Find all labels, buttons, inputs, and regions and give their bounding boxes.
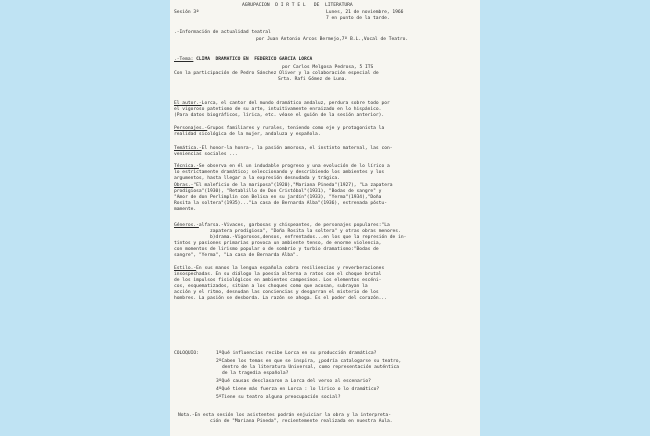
text-line: argumentos, hasta llegar a la expresión desnudada y trágica.: [174, 176, 340, 181]
text-line: tintos y pasiones primarias provoca un ambiente tenso, de enorme violencia,: [174, 241, 382, 246]
doc-title: AGRUPACION D I R T E L DE LITERATURA: [242, 3, 353, 8]
section-tecnica: [174, 164, 390, 170]
coloquio-question: dentro de la literatura Universal, como representación auténtica: [222, 365, 400, 370]
section-label: Temática.-: [174, 146, 202, 151]
text-line: Rosita la soltera"(1935)..."La casa de Bernarda Alba"(1936), estrenada póstu-: [174, 201, 387, 206]
coloquio-question: 2ºCaben los temas en que se inspira, ¿podría catalogarse su teatro,: [216, 359, 402, 364]
coloquio-question: 3ºQué causas desclasaron a Lorca del verso al escenario?: [216, 379, 371, 384]
text-line: prodigiosa"(1930), "Retablillo de Don Cristóbal"(1931), "Bodas de sangre" y: [174, 189, 382, 194]
info-author: por Juan Antonio Arcos Bermejo,7º B.L.,Vocal de Teatro.: [256, 37, 409, 42]
document-page: [170, 0, 480, 436]
text-line: "Amor de don Perlimplín con Belisa en su jardín"(1933), "Yerma"(1934),"Doña: [174, 195, 382, 200]
info-line: .-Información de actualidad teatral: [174, 30, 271, 35]
text-line: Se observa en él un indudable progreso y una evolución de lo lírico a: [198, 164, 390, 169]
text-line: sangre", "Yerma", "La casa de Bernarda Alba".: [174, 253, 299, 258]
theme-label: .-Tema:: [174, 57, 194, 62]
subsection-label: alfarsa.-: [198, 223, 224, 228]
coloquio-question: de la tragedia española?: [222, 371, 289, 376]
section-tematica: [174, 146, 393, 152]
text-line: "El maleficio de la mariposa"(1920),"Mariana Pineda"(1927), "La zapatera: [193, 183, 393, 188]
text-line: Vigorosos,densos, enfrentados...en los que la represión de in-: [234, 235, 407, 240]
session-number: Sesión 3ª: [174, 10, 199, 15]
section-personajes: [174, 126, 384, 132]
text-line: mamente.: [174, 207, 197, 212]
text-line: acción y el ritmo, desnudan las conciencias y desgarran el misterio de los: [174, 290, 379, 295]
section-label: El autor.-: [174, 101, 202, 106]
text-line: cos, esquematizados, sitúan a los choques como que acosan, subrayan la: [174, 284, 368, 289]
text-line: Lorca, el cantor del mundo dramático andaluz, perdura sobre todo por: [201, 101, 390, 106]
text-line: Grupos familiares y rurales, teniendo como eje y protagonista la: [207, 126, 385, 131]
theme-heading: [174, 57, 312, 63]
text-line: Vivaces, garbosas y chispeantes, de personajes populares:"La: [223, 223, 390, 228]
text-line: de los impulsos fisiológicos en ambientes campesinos. Los elementos escéni-: [174, 278, 382, 283]
coloquio-question: 1ºQué influencias recibe Lorca en su producción dramática?: [216, 351, 377, 356]
subsection-label: b)drama.-: [210, 235, 235, 240]
text-line: lo estrictamente dramático; seleccionando y describiendo los ambientes y los: [174, 170, 385, 175]
text-line: El honor-la honra-, la pasión amorosa, el instinto maternal, las con-: [201, 146, 393, 151]
coloquio-question: 4ºQué tiene más fuerza en Lorca : lo lírico o lo dramático?: [216, 387, 380, 392]
theme-author: por Carlos Melgosa Pedrosa, 5 ITS: [282, 65, 374, 70]
section-label: Técnica.-: [174, 164, 199, 169]
session-date: Lunes, 21 de noviembre, 1966: [326, 10, 404, 15]
text-line: con momentos de lirismo popular o de sombrío y turbio dramatismo:"Bodas de: [174, 247, 379, 252]
section-label: Géneros.-: [174, 223, 199, 228]
section-label: Personajes.-: [174, 126, 208, 131]
text-line: En sus manos la lengua española cobra resiliencias y reverberaciones: [196, 266, 385, 271]
section-generos: [174, 223, 390, 229]
theme-collaborator: Srta. Rafi Gómez de Luna.: [278, 77, 348, 82]
session-time: 7 en punto de la tarde.: [326, 16, 390, 21]
text-line: (Para datos biográficos, lírica, etc. véase el guión de la sesión anterior).: [174, 113, 385, 118]
text-line: realidad sicológica de la mujer, andaluza y española.: [174, 132, 321, 137]
section-label: Obras.-: [174, 183, 194, 188]
text-line: el vigoroso patetismo de su arte, intuitivamente enraizado en lo hispánico.: [174, 107, 382, 112]
coloquio-question: 5ºTiene su teatro alguna preocupación social?: [216, 395, 341, 400]
text-line: insospechadas. En su diálogo la poesía alterna a ratos con el choque brutal: [174, 272, 382, 277]
theme-text: CLIMA DRAMATICO EN FEDERICO GARCIA LORCA: [193, 57, 313, 62]
section-autor: [174, 101, 390, 107]
text-line: zapatera prodigiosa", "Doña Rosita la soltera" y otras obras menores.: [210, 229, 401, 234]
section-estilo: [174, 266, 384, 272]
section-label: Estilo.-: [174, 266, 197, 271]
note-line: Nota.-En esta sesión los asistentes podrán enjuiciar la obra y la interpreta-: [178, 413, 391, 418]
subsection-drama: [210, 235, 406, 241]
note-line: ción de "Mariana Pineda", recientemente realizada en nuestra Aula.: [210, 419, 393, 424]
text-line: hombres. La pasión se desborda. La razón se ahoga. Es el poder del corazón...: [174, 296, 387, 301]
coloquio-label: COLOQUIO:: [174, 351, 199, 356]
text-line: veniencias sociales ...: [174, 152, 238, 157]
theme-participation: Con la participación de Pedro Sánchez Oliver y la colaboración especial de: [174, 71, 379, 76]
section-obras: [174, 183, 393, 189]
